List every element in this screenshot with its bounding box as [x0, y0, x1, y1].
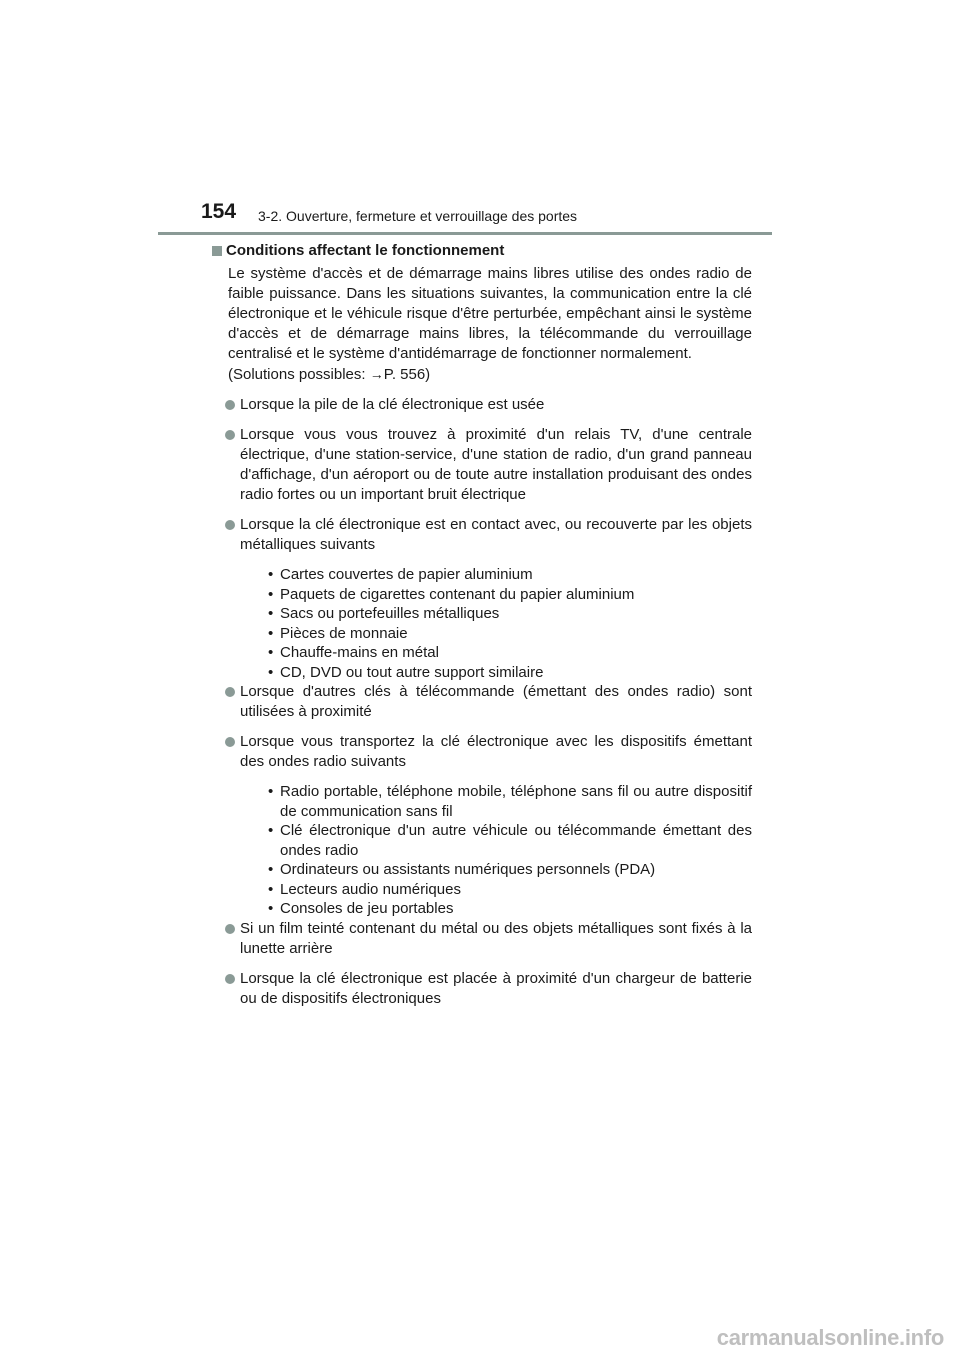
watermark: carmanualsonline.info [716, 1325, 944, 1350]
sub-list-item-text: Ordinateurs ou assistants numériques personnels (PDA) [280, 861, 656, 878]
sub-list-item-text: Radio portable, téléphone mobile, téléphone sans fil ou autre dispositif de communication sans fil [280, 783, 752, 820]
sub-list-item-text: Clé électronique d'un autre véhicule ou télécommande émettant des ondes radio [280, 822, 752, 859]
sub-list [240, 565, 752, 682]
sub-bullet-icon: • [268, 585, 274, 603]
page-number: 154 [201, 200, 237, 223]
sub-list-item [240, 624, 752, 644]
bullet-dot-icon [225, 430, 235, 440]
list-item [212, 682, 752, 722]
bullet-dot-icon [225, 687, 235, 697]
sub-list-item [240, 565, 752, 585]
sub-list-item-text: Cartes couvertes de papier aluminium [280, 566, 533, 583]
main-content [212, 240, 752, 1009]
sub-list-item [240, 663, 752, 683]
sub-list-item [240, 821, 752, 860]
list-item-text: Lorsque la clé électronique est placée à proximité d'un chargeur de batterie ou de dispositifs électroniques [240, 969, 752, 1007]
list-item-text: Lorsque d'autres clés à télécommande (émettant des ondes radio) sont utilisées à proximité [240, 683, 752, 720]
intro-text: Le système d'accès et de démarrage mains libres utilise des ondes radio de faible puissance. Dans les situations suivantes, la communication entre la clé électronique et le véhicule risque d'être perturbée, empêchant ainsi le système d'accès et de démarrage mains libres, la télécommande du verrouillage centralisé et le système d'antidémarrage de fonctionner normalement. [228, 265, 752, 362]
sub-list-item-text: CD, DVD ou tout autre support similaire [280, 663, 544, 681]
sub-bullet-icon: • [268, 624, 274, 642]
list-item [212, 732, 752, 919]
sub-list-item [240, 880, 752, 900]
list-item-text: Si un film teinté contenant du métal ou des objets métalliques sont fixés à la lunette arrière [240, 919, 752, 957]
sub-list [240, 782, 752, 919]
bullet-dot-icon [225, 737, 235, 747]
sub-bullet-icon: • [268, 861, 274, 878]
sub-bullet-icon: • [268, 566, 274, 583]
sub-list-item-text: Lecteurs audio numériques [280, 880, 461, 898]
sub-bullet-icon: • [268, 663, 274, 681]
sub-bullet-icon: • [268, 783, 274, 800]
sub-bullet-icon: • [268, 605, 274, 622]
square-bullet-icon [212, 246, 222, 256]
sub-list-item-text: Pièces de monnaie [280, 624, 408, 642]
solutions-prefix: (Solutions possibles: [228, 366, 370, 383]
list-item [212, 395, 752, 415]
sub-list-item-text: Paquets de cigarettes contenant du papier aluminium [280, 585, 635, 603]
section-heading [212, 240, 752, 262]
arrow-icon: → [369, 366, 384, 382]
sub-list-item [240, 643, 752, 663]
list-item [212, 425, 752, 505]
list-item-text: Lorsque la clé électronique est en contact avec, ou recouverte par les objets métalliques suivants [240, 516, 752, 553]
bullet-dot-icon [225, 520, 235, 530]
solutions-link[interactable]: P. 556) [383, 366, 431, 383]
sub-list-item-text: Chauffe-mains en métal [280, 644, 439, 661]
sub-bullet-icon: • [268, 900, 274, 917]
sub-list-item [240, 782, 752, 821]
bullet-dot-icon [225, 924, 235, 934]
list-item [212, 969, 752, 1009]
bullet-dot-icon [225, 400, 235, 410]
header-rule [158, 232, 772, 235]
sub-list-item [240, 585, 752, 605]
list-item [212, 515, 752, 682]
list-item-text: Lorsque vous vous trouvez à proximité d'un relais TV, d'une centrale électrique, d'une station-service, d'une station de radio, d'un grand panneau d'affichage, d'un aéroport ou de toute autre installation produisant des ondes radio fortes ou un important bruit électrique [240, 426, 752, 503]
sub-list-item-text: Consoles de jeu portables [280, 900, 454, 917]
sub-list-item [240, 860, 752, 880]
bullet-dot-icon [225, 974, 235, 984]
condition-list [212, 395, 752, 1009]
sub-list-item [240, 899, 752, 919]
sub-list-item-text: Sacs ou portefeuilles métalliques [280, 605, 500, 622]
sub-bullet-icon: • [268, 880, 274, 898]
section-title: Conditions affectant le fonctionnement [226, 242, 505, 259]
list-item-text: Lorsque vous transportez la clé électronique avec les dispositifs émettant des ondes radio suivants [240, 733, 752, 770]
list-item-text: Lorsque la pile de la clé électronique est usée [240, 396, 545, 413]
sub-bullet-icon: • [268, 644, 274, 661]
list-item [212, 919, 752, 959]
sub-list-item [240, 604, 752, 624]
chapter-title: 3-2. Ouverture, fermeture et verrouillage des portes [258, 208, 578, 224]
sub-bullet-icon: • [268, 822, 274, 839]
intro-paragraph [228, 264, 752, 385]
